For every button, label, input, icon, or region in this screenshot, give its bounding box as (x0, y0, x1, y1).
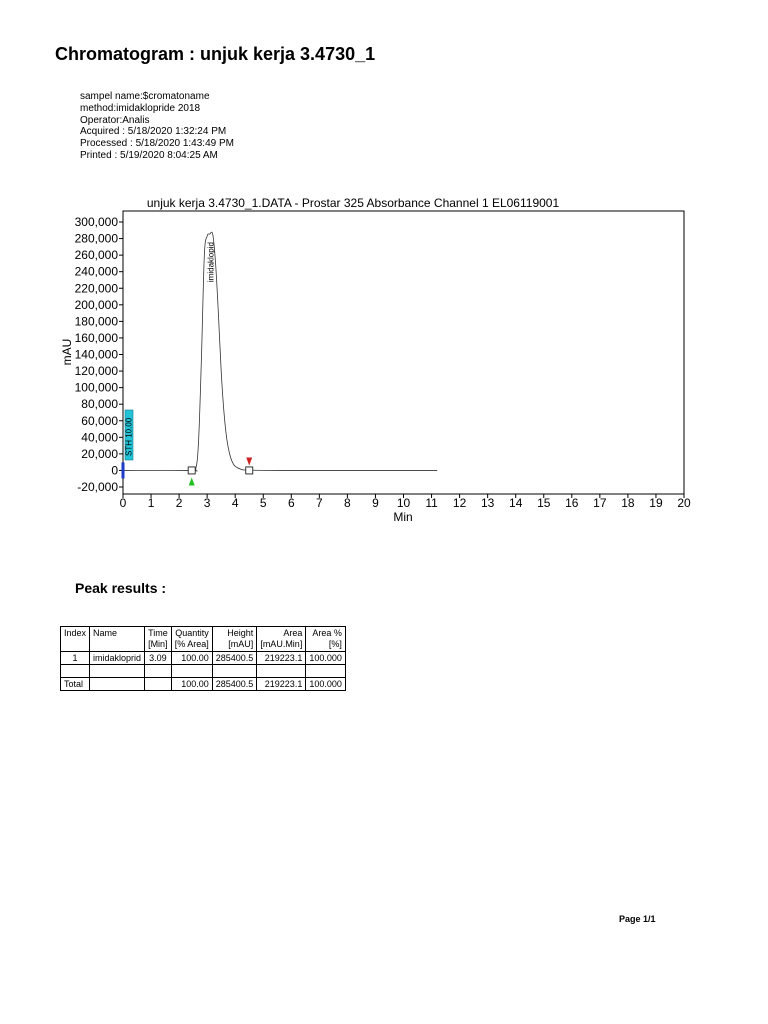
x-tick-label: 3 (203, 496, 211, 510)
x-tick-label: 8 (344, 496, 351, 510)
y-tick-label: 40,000 (81, 430, 118, 445)
cell-area-percent (306, 665, 346, 678)
peak-start-triangle (189, 477, 195, 485)
cell-index (61, 665, 90, 678)
cell-name (90, 665, 145, 678)
cell-area-percent: 100.000 (306, 678, 346, 691)
y-tick-label: 0 (111, 463, 118, 478)
series-layer (123, 232, 437, 471)
peak-label: imidaklopid (206, 242, 216, 283)
meta-sample-name: sampel name:$cromatoname (80, 91, 210, 102)
meta-operator: Operator:Analis (80, 114, 150, 126)
x-tick-label: 9 (372, 496, 379, 510)
x-tick-label: 10 (396, 496, 411, 510)
x-tick-label: 20 (677, 496, 691, 510)
y-tick-label: 240,000 (74, 264, 118, 279)
y-tick-label: 220,000 (74, 281, 118, 296)
cell-height (212, 665, 257, 678)
sth-label: STH 10.00 (124, 417, 134, 456)
cell-area (257, 665, 306, 678)
col-height: Height [mAU] (212, 627, 257, 652)
x-tick-label: 6 (287, 496, 295, 510)
peak-end-triangle (246, 457, 252, 465)
meta-processed: Processed : 5/18/2020 1:43:49 PM (80, 138, 234, 150)
run-start-marker (122, 462, 125, 478)
cell-quantity (171, 665, 212, 678)
y-tick-label: 300,000 (74, 215, 118, 229)
peak-start-box (188, 467, 195, 474)
page-title: Chromatogram : unjuk kerja 3.4730_1 (55, 44, 376, 64)
peak-end-box (246, 467, 253, 474)
col-name: Name (90, 627, 145, 652)
x-tick-label: 2 (175, 496, 183, 510)
col-index: Index (61, 627, 90, 652)
cell-area: 219223.1 (257, 652, 306, 665)
col-area-percent: Area % [%] (306, 627, 346, 652)
cell-time (145, 678, 172, 691)
col-area: Area [mAU.Min] (257, 627, 306, 652)
x-tick-label: 15 (537, 496, 551, 510)
chart-title: unjuk kerja 3.4730_1.DATA - Prostar 325 Absorbance Channel 1 EL06119001 (146, 196, 560, 210)
x-tick-label: 14 (509, 496, 523, 510)
y-tick-label: 200,000 (74, 297, 118, 312)
series-line (123, 232, 437, 471)
cell-name (90, 678, 145, 691)
y-tick-label: 280,000 (74, 231, 118, 246)
x-tick-label: 12 (452, 496, 467, 510)
col-quantity: Quantity [% Area] (171, 627, 212, 652)
x-tick-label: 11 (425, 496, 438, 510)
cell-area: 219223.1 (257, 678, 306, 691)
y-tick-label: 120,000 (74, 364, 118, 379)
cell-height: 285400.5 (212, 678, 257, 691)
x-tick-label: 1 (147, 496, 155, 510)
cell-quantity: 100.00 (171, 678, 212, 691)
x-axis-label: Min (393, 510, 413, 524)
meta-method: method:imidaklopride 2018 (80, 102, 201, 114)
cell-name: imidakloprid (90, 652, 145, 665)
x-tick-label: 19 (649, 496, 663, 510)
y-tick-label: 60,000 (81, 413, 118, 428)
table-total-row (61, 678, 346, 691)
y-axis-label: mAU (60, 338, 74, 366)
y-tick-label: 160,000 (74, 330, 118, 345)
x-tick-label: 17 (593, 496, 607, 510)
marker-layer (122, 242, 253, 485)
x-tick-label: 4 (231, 496, 239, 510)
y-tick-label: 20,000 (81, 446, 118, 461)
x-tick-label: 13 (480, 496, 495, 510)
y-tick-label: 180,000 (74, 314, 118, 329)
meta-acquired: Acquired : 5/18/2020 1:32:24 PM (80, 126, 227, 138)
peak-results-table (60, 626, 346, 691)
x-tick-label: 16 (565, 496, 579, 510)
page-number: Page 1/1 (619, 914, 656, 924)
col-time: Time [Min] (145, 627, 172, 652)
x-tick-label: 5 (259, 496, 267, 510)
cell-height: 285400.5 (212, 652, 257, 665)
cell-time (145, 665, 172, 678)
cell-index: Total (61, 678, 90, 691)
x-tick-label: 18 (621, 496, 635, 510)
peak-results-title: Peak results : (75, 580, 167, 596)
y-tick-label: 140,000 (74, 347, 118, 362)
cell-time: 3.09 (145, 652, 172, 665)
cell-quantity: 100.00 (171, 652, 212, 665)
table-row (61, 665, 346, 678)
x-axis (120, 494, 691, 510)
y-tick-label: 260,000 (74, 248, 118, 263)
y-tick-label: -20,000 (77, 480, 118, 494)
cell-index: 1 (61, 652, 90, 665)
x-tick-label: 7 (316, 496, 323, 510)
table-header-row (61, 627, 346, 652)
y-tick-label: 80,000 (81, 397, 118, 412)
cell-area-percent: 100.000 (306, 652, 346, 665)
x-tick-label: 0 (119, 496, 127, 510)
meta-printed: Printed : 5/19/2020 8:04:25 AM (80, 149, 218, 161)
y-tick-label: 100,000 (74, 380, 118, 395)
y-axis (75, 215, 123, 494)
table-row (61, 652, 346, 665)
